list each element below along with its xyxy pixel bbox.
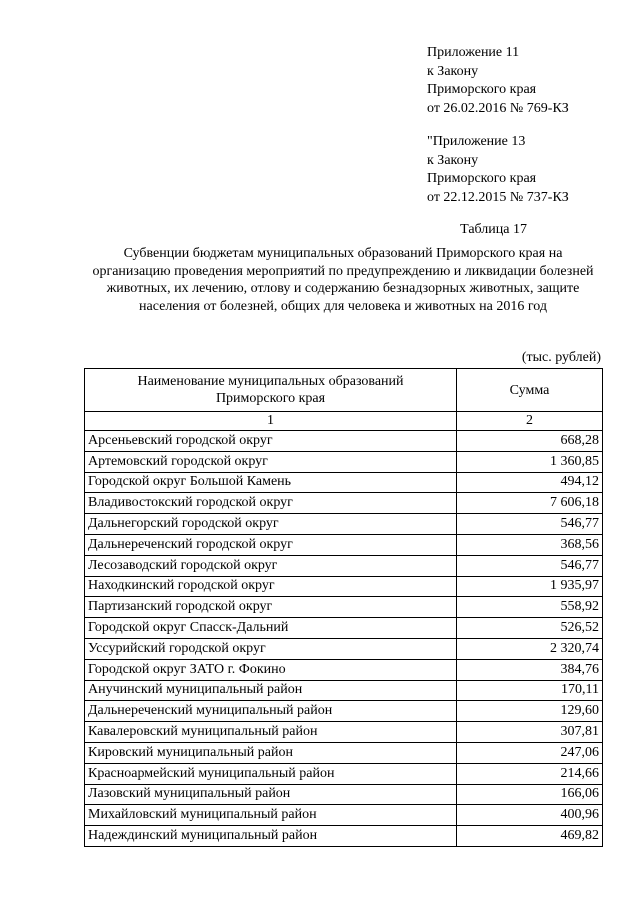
municipality-name: Анучинский муниципальный район [85,680,457,701]
column-header-sum: Сумма [457,369,603,412]
municipality-name: Дальнегорский городской округ [85,514,457,535]
municipality-name: Городской округ ЗАТО г. Фокино [85,659,457,680]
table-row [85,534,603,555]
table-row [85,742,603,763]
column-number-row [85,412,603,431]
table-row [85,555,603,576]
subvention-amount: 494,12 [457,472,603,493]
table-row [85,826,603,847]
subvention-amount: 400,96 [457,805,603,826]
subvention-amount: 214,66 [457,763,603,784]
table-header-row [85,369,603,412]
subvention-amount: 1 360,85 [457,451,603,472]
municipality-name: Партизанский городской округ [85,597,457,618]
subvention-amount: 2 320,74 [457,638,603,659]
municipality-name: Городской округ Большой Камень [85,472,457,493]
subvention-amount: 546,77 [457,514,603,535]
table-row [85,638,603,659]
header-line: к Закону [427,63,479,79]
subvention-amount: 166,06 [457,784,603,805]
header-line: от 26.02.2016 № 769-КЗ [427,100,569,116]
municipality-name: Лесозаводский городской округ [85,555,457,576]
header-line: к Закону [427,152,479,168]
table-row [85,472,603,493]
header-line: Приморского края [427,171,537,186]
municipality-name: Михайловский муниципальный район [85,805,457,826]
municipality-name: Лазовский муниципальный район [85,784,457,805]
header-line: Приморского края [427,82,537,97]
municipality-name: Дальнереченский городской округ [85,534,457,555]
table-row [85,805,603,826]
subvention-amount: 7 606,18 [457,493,603,514]
column-header-name: Наименование муниципальных образований Приморского края [85,369,457,412]
municipality-name: Дальнереченский муниципальный район [85,701,457,722]
table-row [85,722,603,743]
subvention-amount: 129,60 [457,701,603,722]
table-row [85,784,603,805]
appendix-13-header [427,133,627,207]
subvention-amount: 368,56 [457,534,603,555]
table-row [85,763,603,784]
municipality-name: Арсеньевский городской округ [85,431,457,452]
column-number-1: 1 [85,412,457,431]
column-number-2: 2 [457,412,603,431]
municipality-name: Городской округ Спасск-Дальний [85,618,457,639]
table-row [85,576,603,597]
subvention-amount: 526,52 [457,618,603,639]
municipality-name: Артемовский городской округ [85,451,457,472]
subvention-amount: 1 935,97 [457,576,603,597]
municipality-name: Кавалеровский муниципальный район [85,722,457,743]
subvention-amount: 546,77 [457,555,603,576]
municipality-name: Владивостокский городской округ [85,493,457,514]
table-row [85,659,603,680]
subvention-amount: 307,81 [457,722,603,743]
table-row [85,451,603,472]
subvention-amount: 384,76 [457,659,603,680]
municipality-name: Находкинский городской округ [85,576,457,597]
subvention-amount: 558,92 [457,597,603,618]
municipality-name: Кировский муниципальный район [85,742,457,763]
subventions-table [84,368,603,847]
table-number-label: Таблица 17 [460,222,527,237]
municipality-name: Надеждинский муниципальный район [85,826,457,847]
table-row [85,680,603,701]
subvention-amount: 469,82 [457,826,603,847]
subvention-amount: 668,28 [457,431,603,452]
header-line: Приложение 11 [427,45,520,60]
subvention-amount: 170,11 [457,680,603,701]
table-row [85,618,603,639]
municipality-name: Уссурийский городской округ [85,638,457,659]
header-line: "Приложение 13 [427,134,526,149]
table-row [85,431,603,452]
units-label: (тыс. рублей) [521,350,601,365]
document-title: Субвенции бюджетам муниципальных образований Приморского края на организацию проведения мероприятий по предупреждению и ликвидации болезней животных, их лечению, отлову и содержанию безнадзорных животных, защите населения от болезней, общих для человека и животных на 2016 год [92,246,594,314]
table-row [85,597,603,618]
table-row [85,514,603,535]
municipality-name: Красноармейский муниципальный район [85,763,457,784]
subvention-amount: 247,06 [457,742,603,763]
appendix-11-header [427,44,627,118]
table-row [85,493,603,514]
header-line: от 22.12.2015 № 737-КЗ [427,189,569,205]
table-row [85,701,603,722]
